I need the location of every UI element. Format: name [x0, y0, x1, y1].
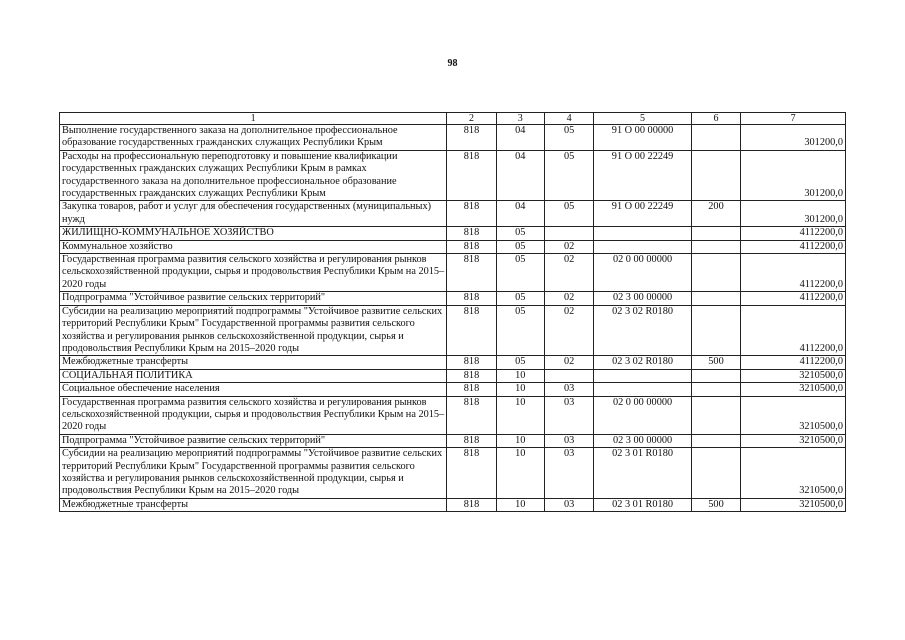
row-subsection-cell: 02	[544, 240, 593, 253]
row-section-cell: 10	[496, 498, 544, 511]
row-expense-type-cell	[691, 292, 740, 305]
row-section-cell: 05	[496, 305, 544, 356]
row-grbs-cell: 818	[447, 448, 496, 499]
row-name-cell: Закупка товаров, работ и услуг для обеспечения государственных (муниципальных) нужд	[60, 201, 447, 227]
row-expense-type-cell	[691, 369, 740, 382]
row-target-article-cell: 91 О 00 22249	[594, 201, 692, 227]
row-name-cell: Выполнение государственного заказа на дополнительное профессиональное образование государственных гражданских служащих Республики Крым	[60, 125, 447, 151]
row-subsection-cell: 03	[544, 498, 593, 511]
row-expense-type-cell	[691, 227, 740, 240]
row-grbs-cell: 818	[447, 254, 496, 292]
row-name-cell: Субсидии на реализацию мероприятий подпрограммы "Устойчивое развитие сельских территорий Республики Крым" Государственной программы развития сельского хозяйства и регулирования рынков сельскохозяйственной продукции, сырья и продовольствия Республики Крым на 2015–2020 годы	[60, 305, 447, 356]
row-expense-type-cell	[691, 396, 740, 434]
row-section-cell: 10	[496, 396, 544, 434]
column-header: 1	[60, 113, 447, 125]
table-row	[60, 383, 846, 396]
row-target-article-cell: 02 3 01 R0180	[594, 498, 692, 511]
row-amount-cell: 3210500,0	[741, 383, 846, 396]
row-target-article-cell	[594, 383, 692, 396]
row-subsection-cell	[544, 369, 593, 382]
row-amount-cell: 4112200,0	[741, 356, 846, 369]
column-header: 3	[496, 113, 544, 125]
row-subsection-cell: 05	[544, 150, 593, 201]
row-name-cell: Подпрограмма "Устойчивое развитие сельских территорий"	[60, 434, 447, 447]
row-target-article-cell	[594, 240, 692, 253]
column-header: 6	[691, 113, 740, 125]
row-target-article-cell	[594, 369, 692, 382]
row-grbs-cell: 818	[447, 383, 496, 396]
row-section-cell: 04	[496, 201, 544, 227]
table-row	[60, 125, 846, 151]
row-target-article-cell: 02 3 02 R0180	[594, 305, 692, 356]
row-section-cell: 05	[496, 292, 544, 305]
row-grbs-cell: 818	[447, 305, 496, 356]
row-name-cell: Расходы на профессиональную переподготовку и повышение квалификации государственных гражданских служащих Республики Крым в рамках государственного заказа на дополнительное профессиональное образование государственных гражданских служащих Республики Крым	[60, 150, 447, 201]
table-row	[60, 150, 846, 201]
row-name-cell: Государственная программа развития сельского хозяйства и регулирования рынков сельскохозяйственной продукции, сырья и продовольствия Республики Крым на 2015–2020 годы	[60, 254, 447, 292]
table-row	[60, 434, 846, 447]
row-amount-cell: 301200,0	[741, 125, 846, 151]
row-section-cell: 10	[496, 448, 544, 499]
page-number: 98	[447, 58, 458, 69]
row-subsection-cell	[544, 227, 593, 240]
row-name-cell: Подпрограмма "Устойчивое развитие сельских территорий"	[60, 292, 447, 305]
row-target-article-cell: 91 О 00 22249	[594, 150, 692, 201]
table-body	[60, 113, 846, 512]
table-row	[60, 227, 846, 240]
table-row	[60, 240, 846, 253]
column-header: 7	[741, 113, 846, 125]
row-target-article-cell: 02 0 00 00000	[594, 254, 692, 292]
row-grbs-cell: 818	[447, 150, 496, 201]
row-expense-type-cell	[691, 448, 740, 499]
row-expense-type-cell: 500	[691, 498, 740, 511]
row-name-cell: Государственная программа развития сельского хозяйства и регулирования рынков сельскохозяйственной продукции, сырья и продовольствия Республики Крым на 2015–2020 годы	[60, 396, 447, 434]
row-name-cell: ЖИЛИЩНО-КОММУНАЛЬНОЕ ХОЗЯЙСТВО	[60, 227, 447, 240]
row-amount-cell: 301200,0	[741, 201, 846, 227]
table-row	[60, 356, 846, 369]
row-expense-type-cell	[691, 305, 740, 356]
row-section-cell: 10	[496, 434, 544, 447]
row-subsection-cell: 05	[544, 201, 593, 227]
row-subsection-cell: 03	[544, 383, 593, 396]
budget-table	[59, 112, 846, 512]
row-section-cell: 10	[496, 369, 544, 382]
row-expense-type-cell	[691, 254, 740, 292]
table-row	[60, 448, 846, 499]
row-amount-cell: 3210500,0	[741, 396, 846, 434]
row-expense-type-cell	[691, 383, 740, 396]
row-amount-cell: 4112200,0	[741, 227, 846, 240]
row-grbs-cell: 818	[447, 125, 496, 151]
row-subsection-cell: 02	[544, 292, 593, 305]
row-section-cell: 04	[496, 150, 544, 201]
row-section-cell: 10	[496, 383, 544, 396]
table-row	[60, 369, 846, 382]
row-subsection-cell: 03	[544, 448, 593, 499]
row-expense-type-cell	[691, 150, 740, 201]
table-row	[60, 498, 846, 511]
row-expense-type-cell	[691, 240, 740, 253]
row-subsection-cell: 02	[544, 356, 593, 369]
row-target-article-cell: 91 О 00 00000	[594, 125, 692, 151]
row-grbs-cell: 818	[447, 201, 496, 227]
row-amount-cell: 4112200,0	[741, 305, 846, 356]
row-subsection-cell: 02	[544, 305, 593, 356]
column-header: 2	[447, 113, 496, 125]
row-target-article-cell: 02 3 02 R0180	[594, 356, 692, 369]
row-name-cell: Субсидии на реализацию мероприятий подпрограммы "Устойчивое развитие сельских территорий Республики Крым" Государственной программы развития сельского хозяйства и регулирования рынков сельскохозяйственной продукции, сырья и продовольствия Республики Крым на 2015–2020 годы	[60, 448, 447, 499]
row-grbs-cell: 818	[447, 227, 496, 240]
row-section-cell: 05	[496, 227, 544, 240]
row-grbs-cell: 818	[447, 434, 496, 447]
row-target-article-cell: 02 3 00 00000	[594, 292, 692, 305]
row-grbs-cell: 818	[447, 396, 496, 434]
row-grbs-cell: 818	[447, 356, 496, 369]
row-amount-cell: 3210500,0	[741, 434, 846, 447]
column-header: 5	[594, 113, 692, 125]
table-row	[60, 201, 846, 227]
row-grbs-cell: 818	[447, 369, 496, 382]
row-subsection-cell: 02	[544, 254, 593, 292]
row-subsection-cell: 05	[544, 125, 593, 151]
row-grbs-cell: 818	[447, 240, 496, 253]
row-expense-type-cell: 200	[691, 201, 740, 227]
row-grbs-cell: 818	[447, 498, 496, 511]
row-amount-cell: 4112200,0	[741, 240, 846, 253]
table-row	[60, 292, 846, 305]
row-subsection-cell: 03	[544, 396, 593, 434]
row-amount-cell: 3210500,0	[741, 498, 846, 511]
table-header-row	[60, 113, 846, 125]
row-section-cell: 05	[496, 240, 544, 253]
table-row	[60, 305, 846, 356]
row-amount-cell: 3210500,0	[741, 448, 846, 499]
row-expense-type-cell: 500	[691, 356, 740, 369]
row-subsection-cell: 03	[544, 434, 593, 447]
row-name-cell: Социальное обеспечение населения	[60, 383, 447, 396]
row-name-cell: Межбюджетные трансферты	[60, 356, 447, 369]
row-target-article-cell: 02 0 00 00000	[594, 396, 692, 434]
row-name-cell: Коммунальное хозяйство	[60, 240, 447, 253]
row-target-article-cell: 02 3 00 00000	[594, 434, 692, 447]
row-expense-type-cell	[691, 434, 740, 447]
row-section-cell: 04	[496, 125, 544, 151]
row-target-article-cell: 02 3 01 R0180	[594, 448, 692, 499]
table-row	[60, 396, 846, 434]
row-grbs-cell: 818	[447, 292, 496, 305]
table-row	[60, 254, 846, 292]
row-section-cell: 05	[496, 254, 544, 292]
row-amount-cell: 301200,0	[741, 150, 846, 201]
row-amount-cell: 3210500,0	[741, 369, 846, 382]
row-expense-type-cell	[691, 125, 740, 151]
row-target-article-cell	[594, 227, 692, 240]
row-name-cell: Межбюджетные трансферты	[60, 498, 447, 511]
column-header: 4	[544, 113, 593, 125]
row-section-cell: 05	[496, 356, 544, 369]
row-name-cell: СОЦИАЛЬНАЯ ПОЛИТИКА	[60, 369, 447, 382]
row-amount-cell: 4112200,0	[741, 254, 846, 292]
row-amount-cell: 4112200,0	[741, 292, 846, 305]
